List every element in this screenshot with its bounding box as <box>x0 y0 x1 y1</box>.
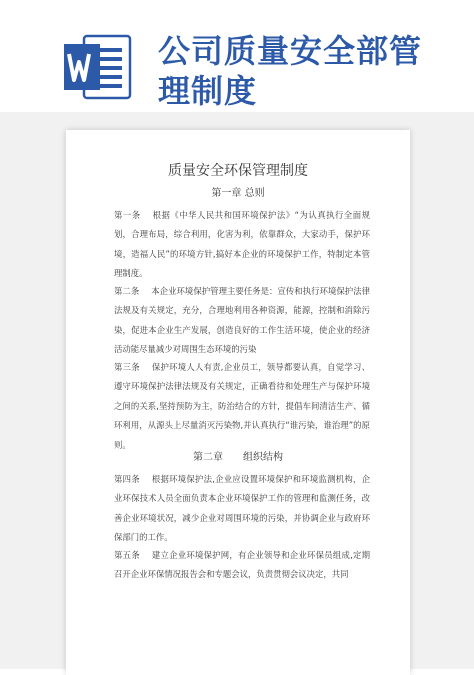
article-text: 根据《中华人民共和国环境保护法》“为认真执行全面规划，合理布局，综合利用，化害为利，依靠群众，大家动手，保护环境，造福人民”的环境方针,搞好本企业的环境保护工作，特制定本管理制度。 <box>114 210 371 279</box>
article-label: 第三条 <box>114 362 140 372</box>
article-5 <box>114 546 370 585</box>
header <box>0 0 474 112</box>
chapter-heading-2: 第二章 组织结构 <box>193 452 283 463</box>
page-title-line-1: 公司质量安全部管 <box>158 32 423 70</box>
article-3 <box>114 358 370 455</box>
document-page <box>66 130 410 675</box>
article-2 <box>114 282 370 360</box>
article-4 <box>114 470 370 548</box>
word-document-icon <box>62 34 132 100</box>
article-text: 根据环境保护法,企业应设置环境保护和环境监测机构，企业环保技术人员全面负责本企业环境保护工作的管理和监测任务，改善企业环境状况，减少企业对周围环境的污染，并协调企业与政府环保部门的工作。 <box>114 474 370 543</box>
article-text: 本企业环境保护管理主要任务是：宣传和执行环境保护法律法规及有关规定，充分，合理地利用各种资源，能源，控制和消除污染，促进本企业生产发展，创造良好的工作生活环境，使企业的经济活动能尽量减少对周围生态环境的污染 <box>114 286 371 355</box>
page-title-line-2: 理制度 <box>158 72 258 110</box>
chapter-heading-1: 第一章 总则 <box>211 188 265 199</box>
article-label: 第二条 <box>114 286 140 296</box>
document-title: 质量安全环保管理制度 <box>168 163 308 179</box>
article-text: 建立企业环境保护网，有企业领导和企业环保员组成,定期召开企业环保情况报告会和专题会议，负责贯彻会议决定，共同 <box>114 550 370 580</box>
article-label: 第四条 <box>114 474 140 484</box>
article-label: 第五条 <box>114 550 140 560</box>
article-label: 第一条 <box>114 210 141 220</box>
article-text: 保护环境人人有责,企业员工，领导都要认真，自觉学习、遵守环境保护法律法规及有关规定，正确看待和处理生产与保护环境之间的关系,坚持预防为主，防治结合的方针，提倡车间清洁生产、循环利用，从源头上尽量消灭污染物,并认真执行“谁污染，谁治理”的原则。 <box>114 362 370 450</box>
article-1 <box>114 206 370 284</box>
